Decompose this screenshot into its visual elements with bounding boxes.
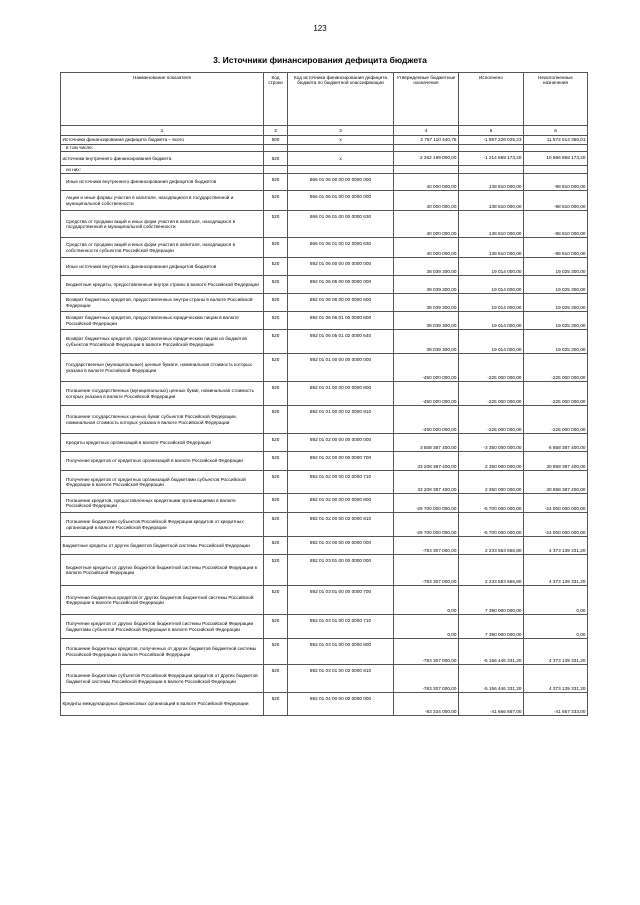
row-unexecuted-cell: -225 000 000,00 — [524, 406, 588, 434]
row-source-code-cell: 892 01 01 00 00 02 0000 810 — [288, 406, 394, 434]
row-approved-cell: -783 307 000,00 — [394, 555, 459, 586]
row-executed-cell: 138 810 000,00 — [459, 191, 524, 211]
table-row — [61, 513, 588, 537]
table-row — [61, 258, 588, 276]
row-executed-cell: 138 810 000,00 — [459, 238, 524, 258]
row-name-cell: Иные источники внутреннего финансирования дефицитов бюджетов — [61, 258, 264, 276]
row-unexecuted-cell: 19 025 300,00 — [524, 294, 588, 312]
row-name-cell: Погашение бюджетных кредитов, полученных от других бюджетов бюджетной системы Российской Федерации в валюте Российской Федерации — [61, 639, 264, 665]
row-code-cell — [264, 166, 288, 174]
row-unexecuted-cell — [524, 166, 588, 174]
row-unexecuted-cell — [524, 145, 588, 152]
row-source-code-cell: 892 01 03 01 00 00 0000 000 — [288, 555, 394, 586]
row-executed-cell: -225 000 000,00 — [459, 406, 524, 434]
table-row — [61, 191, 588, 211]
row-name-cell: Погашение кредитов, предоставленных кредитными организациями в валюте Российской Федерации — [61, 494, 264, 513]
row-source-code-cell — [288, 166, 394, 174]
table-row — [61, 354, 588, 382]
row-name-cell: Средства от продажи акций и иных форм участия в капитале, находящихся в государственной и муниципальной собственности — [61, 211, 264, 238]
row-approved-cell: 38 039 300,00 — [394, 258, 459, 276]
table-row — [61, 665, 588, 693]
row-unexecuted-cell: 4 373 139 331,20 — [524, 639, 588, 665]
row-unexecuted-cell: 19 025 300,00 — [524, 276, 588, 294]
row-approved-cell — [394, 145, 459, 152]
row-code-cell: 520 — [264, 434, 288, 452]
row-approved-cell: 40 000 000,00 — [394, 174, 459, 191]
row-unexecuted-cell: -41 667 333,00 — [524, 693, 588, 716]
table-row — [61, 382, 588, 406]
header-name: Наименование показателя — [61, 73, 264, 126]
row-unexecuted-cell: 0,00 — [524, 586, 588, 615]
row-executed-cell: 2 233 553 666,80 — [459, 537, 524, 555]
row-executed-cell: 138 810 000,00 — [459, 211, 524, 238]
row-code-cell: 520 — [264, 258, 288, 276]
row-code-cell: 520 — [264, 537, 288, 555]
row-code-cell: 520 — [264, 238, 288, 258]
row-approved-cell: -450 000 000,00 — [394, 406, 459, 434]
row-unexecuted-cell: 19 025 300,00 — [524, 312, 588, 330]
row-source-code-cell: 892 01 06 05 01 00 0000 600 — [288, 312, 394, 330]
row-name-cell: Государственные (муниципальные) ценные бумаги, номинальная стоимость которых указана в валюте Российской Федерации — [61, 354, 264, 382]
row-code-cell: 520 — [264, 330, 288, 354]
row-source-code-cell: 892 01 03 01 00 00 0000 800 — [288, 639, 394, 665]
row-executed-cell: 2 350 000 000,00 — [459, 471, 524, 494]
row-source-code-cell — [288, 145, 394, 152]
row-source-code-cell: 866 01 06 01 00 02 0000 630 — [288, 238, 394, 258]
row-name-cell: Получение бюджетных кредитов от других бюджетов бюджетной системы Российской Федерации в валюте Российской Федерации — [61, 586, 264, 615]
row-executed-cell — [459, 145, 524, 152]
row-source-code-cell: 892 01 04 00 00 00 0000 000 — [288, 693, 394, 716]
row-executed-cell — [459, 166, 524, 174]
col-number: 1 — [61, 126, 264, 136]
table-row — [61, 238, 588, 258]
row-name-cell: Бюджетные кредиты, предоставленные внутри страны в валюте Российской Федерации — [61, 276, 264, 294]
row-source-code-cell: 892 01 03 01 00 02 0000 710 — [288, 615, 394, 639]
row-name-cell: Погашение бюджетами субъектов Российской Федерации кредитов от других бюджетов бюджетной системы Российской Федерации в валюте Российской Федерации — [61, 665, 264, 693]
row-name-cell: Возврат бюджетных кредитов, предоставленных юридическим лицам из бюджетов субъектов Российской Федерации в валюте Российской Федерации — [61, 330, 264, 354]
row-approved-cell: -83 334 000,00 — [394, 693, 459, 716]
row-code-cell: 520 — [264, 494, 288, 513]
row-name-cell: Бюджетные кредиты от других бюджетов бюджетной системы Российской Федерации в валюте Российской Федерации — [61, 555, 264, 586]
row-code-cell: 520 — [264, 586, 288, 615]
table-row — [61, 615, 588, 639]
row-approved-cell: 33 208 387 400,00 — [394, 452, 459, 471]
col-number: 6 — [524, 126, 588, 136]
row-name-cell: Бюджетные кредиты от других бюджетов бюджетной системы Российской Федерации — [61, 537, 264, 555]
row-approved-cell: -450 000 000,00 — [394, 382, 459, 406]
col-number: 2 — [264, 126, 288, 136]
row-executed-cell: 19 014 000,00 — [459, 330, 524, 354]
header-code: Код строки — [264, 73, 288, 126]
row-executed-cell: 2 233 553 666,80 — [459, 555, 524, 586]
row-code-cell: 520 — [264, 471, 288, 494]
row-code-cell: 520 — [264, 639, 288, 665]
table-row — [61, 211, 588, 238]
row-unexecuted-cell: 0,00 — [524, 615, 588, 639]
row-approved-cell: 0,00 — [394, 615, 459, 639]
row-source-code-cell: 892 01 06 05 01 02 0000 640 — [288, 330, 394, 354]
page-title: 3. Источники финансирования дефицита бюджета — [213, 55, 427, 65]
table-row — [61, 471, 588, 494]
row-executed-cell: 19 014 000,00 — [459, 258, 524, 276]
row-name-cell: Акции и иные формы участия в капитале, находящиеся в государственной и муниципальной собственности — [61, 191, 264, 211]
row-unexecuted-cell: -225 000 000,00 — [524, 382, 588, 406]
row-name-cell: Источники финансирования дефицита бюджета – всего — [61, 136, 264, 145]
row-approved-cell: 40 000 000,00 — [394, 191, 459, 211]
row-unexecuted-cell: 19 025 300,00 — [524, 258, 588, 276]
row-code-cell: 520 — [264, 382, 288, 406]
row-name-cell: из них: — [61, 166, 264, 174]
row-unexecuted-cell: -24 000 000 000,00 — [524, 513, 588, 537]
row-executed-cell: -1 214 669 173,20 — [459, 152, 524, 166]
row-source-code-cell: 892 01 02 00 00 00 0000 000 — [288, 434, 394, 452]
table-row — [61, 174, 588, 191]
row-name-cell: Средства от продажи акций и иных форм участия в капитале, находящихся в собственности субъектов Российской Федерации — [61, 238, 264, 258]
row-name-cell: Погашение государственных (муниципальных) ценных бумаг, номинальная стоимость которых указана в валюте Российской Федерации — [61, 382, 264, 406]
row-source-code-cell: 866 01 06 01 00 00 0000 630 — [288, 211, 394, 238]
table-header-row — [61, 73, 588, 126]
row-code-cell: 520 — [264, 276, 288, 294]
row-source-code-cell: 892 01 02 00 00 00 0000 800 — [288, 494, 394, 513]
row-source-code-cell: 892 01 03 01 00 02 0000 810 — [288, 665, 394, 693]
row-executed-cell: 19 014 000,00 — [459, 312, 524, 330]
row-executed-cell: -41 666 667,00 — [459, 693, 524, 716]
row-approved-cell: 40 000 000,00 — [394, 211, 459, 238]
table-body — [61, 136, 588, 716]
table-row — [61, 330, 588, 354]
row-executed-cell: -1 857 226 025,23 — [459, 136, 524, 145]
row-executed-cell: -225 000 000,00 — [459, 382, 524, 406]
row-code-cell: 520 — [264, 665, 288, 693]
row-source-code-cell: 892 01 06 05 00 00 0000 000 — [288, 276, 394, 294]
table-row — [61, 276, 588, 294]
row-name-cell: Погашение государственных ценных бумаг субъектов Российской Федерации, номинальная стоимость которых указана в валюте Российской Федерации — [61, 406, 264, 434]
row-approved-cell: 33 208 387 400,00 — [394, 471, 459, 494]
row-code-cell: 520 — [264, 354, 288, 382]
row-name-cell: Возврат бюджетных кредитов, предоставленных внутри страны в валюте Российской Федерации — [61, 294, 264, 312]
row-approved-cell: 0,00 — [394, 586, 459, 615]
row-source-code-cell: 866 01 06 01 00 00 0000 000 — [288, 191, 394, 211]
header-source: Код источника финансирования дефицита бюджета по бюджетной классификации — [288, 73, 394, 126]
row-unexecuted-cell: 11 572 614 366,01 — [524, 136, 588, 145]
table-row — [61, 555, 588, 586]
row-source-code-cell: 892 01 06 00 00 00 0000 000 — [288, 258, 394, 276]
row-executed-cell: -5 700 000 000,00 — [459, 513, 524, 537]
row-unexecuted-cell: 4 373 139 331,20 — [524, 555, 588, 586]
table-row — [61, 406, 588, 434]
row-executed-cell: 7 390 000 000,00 — [459, 615, 524, 639]
row-executed-cell: 19 014 000,00 — [459, 294, 524, 312]
row-approved-cell: -450 000 000,00 — [394, 354, 459, 382]
row-source-code-cell: 892 01 01 00 00 00 0000 800 — [288, 382, 394, 406]
row-source-code-cell: 892 01 03 01 00 00 0000 700 — [288, 586, 394, 615]
row-source-code-cell: 892 01 06 05 00 00 0000 600 — [288, 294, 394, 312]
row-unexecuted-cell: 4 373 139 331,20 — [524, 665, 588, 693]
row-code-cell: 520 — [264, 312, 288, 330]
row-source-code-cell: х — [288, 136, 394, 145]
row-code-cell: 520 — [264, 294, 288, 312]
row-approved-cell: -783 307 000,00 — [394, 537, 459, 555]
row-code-cell: 520 — [264, 152, 288, 166]
row-approved-cell: -783 307 000,00 — [394, 665, 459, 693]
row-unexecuted-cell: -225 000 000,00 — [524, 354, 588, 382]
header-unexecuted: Неисполненные назначения — [524, 73, 588, 126]
row-unexecuted-cell: 6 858 387 400,00 — [524, 434, 588, 452]
row-unexecuted-cell: 10 666 868 173,20 — [524, 152, 588, 166]
table-row — [61, 494, 588, 513]
row-executed-cell: 138 810 000,00 — [459, 174, 524, 191]
row-code-cell: 520 — [264, 513, 288, 537]
row-code-cell: 520 — [264, 211, 288, 238]
row-approved-cell: 2 262 199 000,00 — [394, 152, 459, 166]
row-executed-cell: -3 350 000 000,00 — [459, 434, 524, 452]
row-unexecuted-cell: -98 810 000,00 — [524, 191, 588, 211]
row-code-cell: 520 — [264, 174, 288, 191]
row-approved-cell: -783 307 000,00 — [394, 639, 459, 665]
row-approved-cell: 40 000 000,00 — [394, 238, 459, 258]
row-source-code-cell: х — [288, 152, 394, 166]
row-approved-cell — [394, 166, 459, 174]
row-approved-cell: 38 039 300,00 — [394, 294, 459, 312]
row-approved-cell: 3 508 387 400,00 — [394, 434, 459, 452]
row-unexecuted-cell: -98 810 000,00 — [524, 174, 588, 191]
row-code-cell: 520 — [264, 555, 288, 586]
row-unexecuted-cell: 30 858 387 400,00 — [524, 471, 588, 494]
row-source-code-cell: 892 01 02 00 00 02 0000 810 — [288, 513, 394, 537]
row-name-cell: Получение кредитов от кредитных организаций бюджетами субъектов Российской Федерации в валюте Российской Федерации — [61, 471, 264, 494]
row-executed-cell: -5 700 000 000,00 — [459, 494, 524, 513]
col-number: 4 — [394, 126, 459, 136]
table-row — [61, 145, 588, 152]
table-row — [61, 434, 588, 452]
row-name-cell: Возврат бюджетных кредитов, предоставленных юридическим лицам в валюте Российской Федерации — [61, 312, 264, 330]
col-number: 3 — [288, 126, 394, 136]
table-row — [61, 452, 588, 471]
row-source-code-cell: 892 01 03 00 00 00 0000 000 — [288, 537, 394, 555]
row-approved-cell: 2 767 110 440,78 — [394, 136, 459, 145]
page-number: 123 — [313, 24, 327, 33]
row-source-code-cell: 892 01 02 00 00 02 0000 710 — [288, 471, 394, 494]
row-name-cell: в том числе: — [61, 145, 264, 152]
row-approved-cell: 38 039 300,00 — [394, 330, 459, 354]
table-row — [61, 639, 588, 665]
row-unexecuted-cell: -24 000 000 000,00 — [524, 494, 588, 513]
row-approved-cell: 38 039 300,00 — [394, 312, 459, 330]
row-name-cell: Получение кредитов от кредитных организаций в валюте Российской Федерации — [61, 452, 264, 471]
row-approved-cell: -29 700 000 000,00 — [394, 513, 459, 537]
row-code-cell: 520 — [264, 615, 288, 639]
row-unexecuted-cell: 19 025 300,00 — [524, 330, 588, 354]
sources-table — [60, 72, 588, 716]
row-code-cell: 520 — [264, 406, 288, 434]
row-code-cell: 500 — [264, 136, 288, 145]
row-code-cell: 520 — [264, 452, 288, 471]
row-name-cell: источники внутреннего финансирования бюджета — [61, 152, 264, 166]
table-row — [61, 152, 588, 166]
row-executed-cell: -5 156 446 331,20 — [459, 639, 524, 665]
row-executed-cell: 7 390 000 000,00 — [459, 586, 524, 615]
row-unexecuted-cell: -98 810 000,00 — [524, 211, 588, 238]
table-row — [61, 693, 588, 716]
row-name-cell: Кредиты международных финансовых организаций в валюте Российской Федерации — [61, 693, 264, 716]
column-number-row — [61, 126, 588, 136]
row-code-cell: 520 — [264, 191, 288, 211]
row-source-code-cell: 866 01 06 00 00 00 0000 000 — [288, 174, 394, 191]
row-executed-cell: 2 350 000 000,00 — [459, 452, 524, 471]
header-executed: Исполнено — [459, 73, 524, 126]
header-approved: Утвержденные бюджетные назначения — [394, 73, 459, 126]
row-code-cell — [264, 145, 288, 152]
table-row — [61, 586, 588, 615]
table-row — [61, 136, 588, 145]
row-source-code-cell: 892 01 01 00 00 00 0000 000 — [288, 354, 394, 382]
col-number: 5 — [459, 126, 524, 136]
table-row — [61, 166, 588, 174]
row-executed-cell: 19 014 000,00 — [459, 276, 524, 294]
row-unexecuted-cell: -98 810 000,00 — [524, 238, 588, 258]
row-name-cell: Иные источники внутреннего финансирования дефицитов бюджетов — [61, 174, 264, 191]
row-executed-cell: -5 156 446 331,20 — [459, 665, 524, 693]
row-name-cell: Кредиты кредитных организаций в валюте Российской Федерации — [61, 434, 264, 452]
row-name-cell: Получение кредитов от других бюджетов бюджетной системы Российской Федерации бюджетами субъектов Российской Федерации в валюте Российской Федерации — [61, 615, 264, 639]
row-executed-cell: -225 000 000,00 — [459, 354, 524, 382]
table-row — [61, 294, 588, 312]
table-row — [61, 312, 588, 330]
row-name-cell: Погашение бюджетами субъектов Российской Федерации кредитов от кредитных организаций в валюте Российской Федерации — [61, 513, 264, 537]
row-source-code-cell: 892 01 02 00 00 00 0000 700 — [288, 452, 394, 471]
row-code-cell: 520 — [264, 693, 288, 716]
row-unexecuted-cell: 4 373 139 331,20 — [524, 537, 588, 555]
row-approved-cell: 38 039 300,00 — [394, 276, 459, 294]
row-unexecuted-cell: 30 858 387 400,00 — [524, 452, 588, 471]
table-row — [61, 537, 588, 555]
row-approved-cell: -29 700 000 000,00 — [394, 494, 459, 513]
